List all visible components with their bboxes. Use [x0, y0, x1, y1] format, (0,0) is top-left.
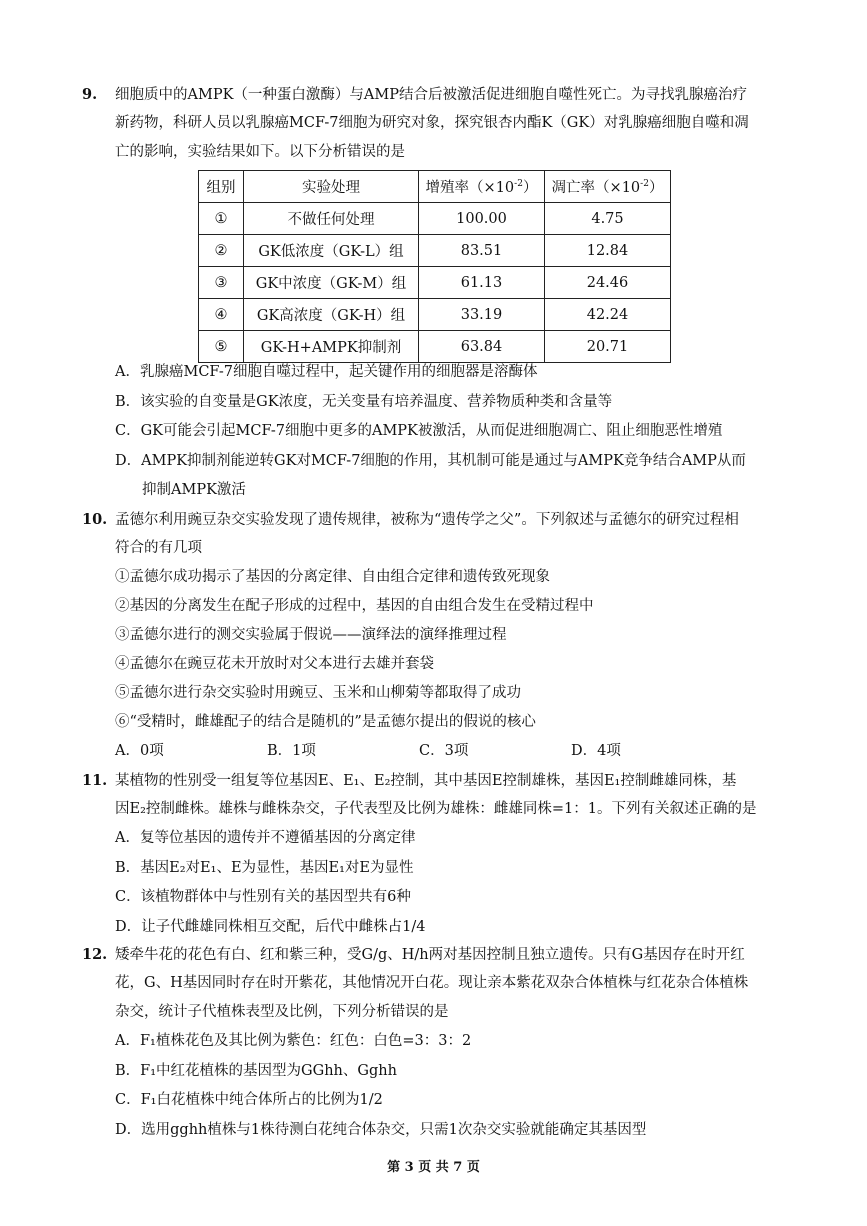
option-d-continued: 抑制AMPK激活 [142, 482, 246, 498]
table-cell: 24.46 [545, 267, 671, 299]
question-number: 10. [82, 511, 108, 528]
table-cell: 12.84 [545, 235, 671, 267]
table-cell: 83.51 [419, 235, 545, 267]
question-12 [82, 940, 802, 1145]
page-footer: 第 3 页 共 7 页 [387, 1160, 480, 1175]
question-number: 12. [82, 946, 108, 963]
question-9 [82, 80, 802, 167]
table-row [199, 267, 671, 299]
option-a: A．乳腺癌MCF-7细胞自噬过程中，起关键作用的细胞器是溶酶体 [115, 364, 538, 380]
question-number: 9. [82, 86, 98, 103]
question-stem-line: 杂交，统计子代植株表型及比例，下列分析错误的是 [115, 1004, 449, 1020]
question-stem-line: 细胞质中的AMPK（一种蛋白激酶）与AMP结合后被激活促进细胞自噬性死亡。为寻找乳腺癌治疗 [115, 87, 747, 103]
table-cell: 33.19 [419, 299, 545, 331]
question-stem-line: 矮牵牛花的花色有白、红和紫三种，受G/g、H/h两对基因控制且独立遗传。只有G基因存在时开红 [115, 947, 745, 963]
option-b: B．基因E₂对E₁、E为显性，基因E₁对E为显性 [115, 859, 414, 876]
table-row [199, 299, 671, 331]
option-b: B．该实验的自变量是GK浓度，无关变量有培养温度、营养物质种类和含量等 [115, 393, 613, 410]
option-d: D．AMPK抑制剂能逆转GK对MCF-7细胞的作用，其机制可能是通过与AMPK竞争结合AMP从而 [115, 452, 746, 469]
question-stem-line: 花，G、H基因同时存在时开紫花，其他情况开白花。现让亲本紫花双杂合体植株与红花杂合体植株 [115, 975, 749, 991]
question-stem-line: 某植物的性别受一组复等位基因E、E₁、E₂控制，其中基因E控制雄株，基因E₁控制雌雄同株，基 [115, 773, 737, 789]
option-c: C．3项 [419, 743, 469, 759]
option-b: B．1项 [267, 743, 316, 759]
question-11 [82, 766, 802, 942]
option-a: A．F₁植株花色及其比例为紫色：红色：白色=3：3：2 [115, 1033, 472, 1049]
option-d: D．选用gghh植株与1株待测白花纯合体杂交，只需1次杂交实验就能确定其基因型 [115, 1121, 647, 1138]
statement-item: ①孟德尔成功揭示了基因的分离定律、自由组合定律和遗传致死现象 [115, 569, 550, 585]
statement-item: ②基因的分离发生在配子形成的过程中，基因的自由组合发生在受精过程中 [115, 598, 594, 614]
table-cell: GK-H+AMPK抑制剂 [244, 331, 419, 363]
option-d: D．让子代雌雄同株相互交配，后代中雌株占1/4 [115, 918, 426, 935]
table-header-row [199, 171, 671, 203]
experiment-results-table [198, 170, 671, 363]
question-stem-line: 符合的有几项 [115, 540, 202, 556]
statement-item: ⑤孟德尔进行杂交实验时用豌豆、玉米和山柳菊等都取得了成功 [115, 685, 521, 701]
table-cell: GK高浓度（GK-H）组 [244, 299, 419, 331]
option-b: B．F₁中红花植株的基因型为GGhh、Gghh [115, 1062, 397, 1079]
option-a: A．0项 [115, 743, 164, 759]
table-row [199, 203, 671, 235]
table-cell: 不做任何处理 [244, 203, 419, 235]
table-cell: 61.13 [419, 267, 545, 299]
question-stem-line: 亡的影响，实验结果如下。以下分析错误的是 [115, 144, 405, 160]
table-header: 增殖率$(\times 10^{-2})$ [419, 171, 545, 203]
option-c: C．GK可能会引起MCF-7细胞中更多的AMPK被激活，从而促进细胞凋亡、阻止细胞恶性增殖 [115, 423, 723, 439]
question-10 [82, 505, 802, 766]
question-10-options [82, 737, 802, 766]
table-cell: ③ [199, 267, 244, 299]
question-stem-line: 新药物，科研人员以乳腺癌MCF-7细胞为研究对象，探究银杏内酯K（GK）对乳腺癌细胞自噬和凋 [115, 115, 749, 131]
option-a: A．复等位基因的遗传并不遵循基因的分离定律 [115, 830, 416, 846]
option-c: C．F₁白花植株中纯合体所占的比例为1/2 [115, 1092, 383, 1108]
table-row [199, 235, 671, 267]
table-cell: GK低浓度（GK-L）组 [244, 235, 419, 267]
option-d: D．4项 [571, 743, 621, 759]
question-9-options [82, 358, 802, 506]
table-header: 组别 [199, 171, 244, 203]
table-cell: ④ [199, 299, 244, 331]
statement-item: ④孟德尔在豌豆花未开放时对父本进行去雄并套袋 [115, 656, 434, 672]
table-cell: 20.71 [545, 331, 671, 363]
table-cell: 4.75 [545, 203, 671, 235]
question-number: 11. [82, 772, 108, 789]
option-c: C．该植物群体中与性别有关的基因型共有6种 [115, 889, 411, 905]
question-stem-line: 因E₂控制雌株。雄株与雌株杂交，子代表型及比例为雄株：雌雄同株=1：1。下列有关叙述正确的是 [115, 801, 757, 817]
table-header: 实验处理 [244, 171, 419, 203]
statement-item: ⑥“受精时，雌雄配子的结合是随机的”是孟德尔提出的假说的核心 [115, 714, 536, 730]
table-header: 凋亡率$(\times 10^{-2})$ [545, 171, 671, 203]
table-cell: 42.24 [545, 299, 671, 331]
question-stem-line: 孟德尔利用豌豆杂交实验发现了遗传规律，被称为“遗传学之父”。下列叙述与孟德尔的研究过程相 [115, 512, 739, 528]
table-cell: 63.84 [419, 331, 545, 363]
table-cell: ② [199, 235, 244, 267]
table-cell: ① [199, 203, 244, 235]
statement-item: ③孟德尔进行的测交实验属于假说——演绎法的演绎推理过程 [115, 627, 507, 643]
table-cell: 100.00 [419, 203, 545, 235]
table-cell: GK中浓度（GK-M）组 [244, 267, 419, 299]
table-cell: ⑤ [199, 331, 244, 363]
